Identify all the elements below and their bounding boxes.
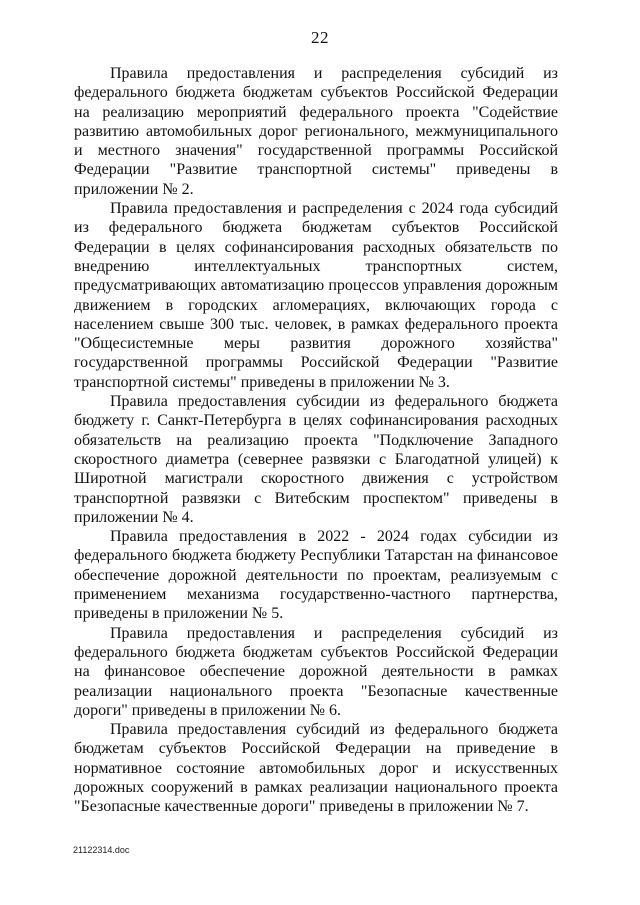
- page-number: 22: [311, 28, 329, 47]
- paragraph-appendix-7: Правила предоставления субсидий из федерального бюджета бюджетам субъектов Российской Федерации на приведение в нормативное состояние автомобильных дорог и искусственных дорожных сооружений в рамках реализации национального проекта "Безопасные качественные дороги" приведены в приложении № 7.: [74, 721, 558, 816]
- paragraph-appendix-4: Правила предоставления субсидии из федерального бюджета бюджету г. Санкт-Петербурга в целях софинансирования расходных обязательств на реализацию проекта "Подключение Западного скоростного диаметра (севернее развязки с Благодатной улицей) к Широтной магистрали скоростного движения с устройством транспортной развязки с Витебским проспектом" приведены в приложении № 4.: [74, 393, 558, 526]
- paragraph-appendix-2: Правила предоставления и распределения субсидий из федерального бюджета бюджетам субъектов Российской Федерации на реализацию мероприятий федерального проекта "Содействие развитию автомобильных дорог регионального, межмуниципального и местного значения" государственной программы Российской Федерации "Развитие транспортной системы" приведены в приложении № 2.: [74, 65, 558, 198]
- paragraph-appendix-3: Правила предоставления и распределения с 2024 года субсидий из федерального бюджета бюджетам субъектов Российской Федерации в целях софинансирования расходных обязательств по внедрению интеллектуальных транспортных систем, предусматривающих автоматизацию процессов управления дорожным движением в городских агломерациях, включающих города с населением свыше 300 тыс. человек, в рамках федерального проекта "Общесистемные меры развития дорожного хозяйства" государственной программы Российской Федерации "Развитие транспортной системы" приведены в приложении № 3.: [74, 200, 558, 391]
- paragraph-appendix-5: Правила предоставления в 2022 - 2024 годах субсидии из федерального бюджета бюджету Республики Татарстан на финансовое обеспечение дорожной деятельности по проектам, реализуемым с применением механизма государственно-частного партнерства, приведены в приложении № 5.: [74, 528, 558, 623]
- document-body: [74, 64, 558, 817]
- document-file-code: 21122314.doc: [73, 845, 130, 855]
- paragraph-appendix-6: Правила предоставления и распределения субсидий из федерального бюджета бюджетам субъектов Российской Федерации на финансовое обеспечение дорожной деятельности в рамках реализации национального проекта "Безопасные качественные дороги" приведены в приложении № 6.: [74, 624, 558, 719]
